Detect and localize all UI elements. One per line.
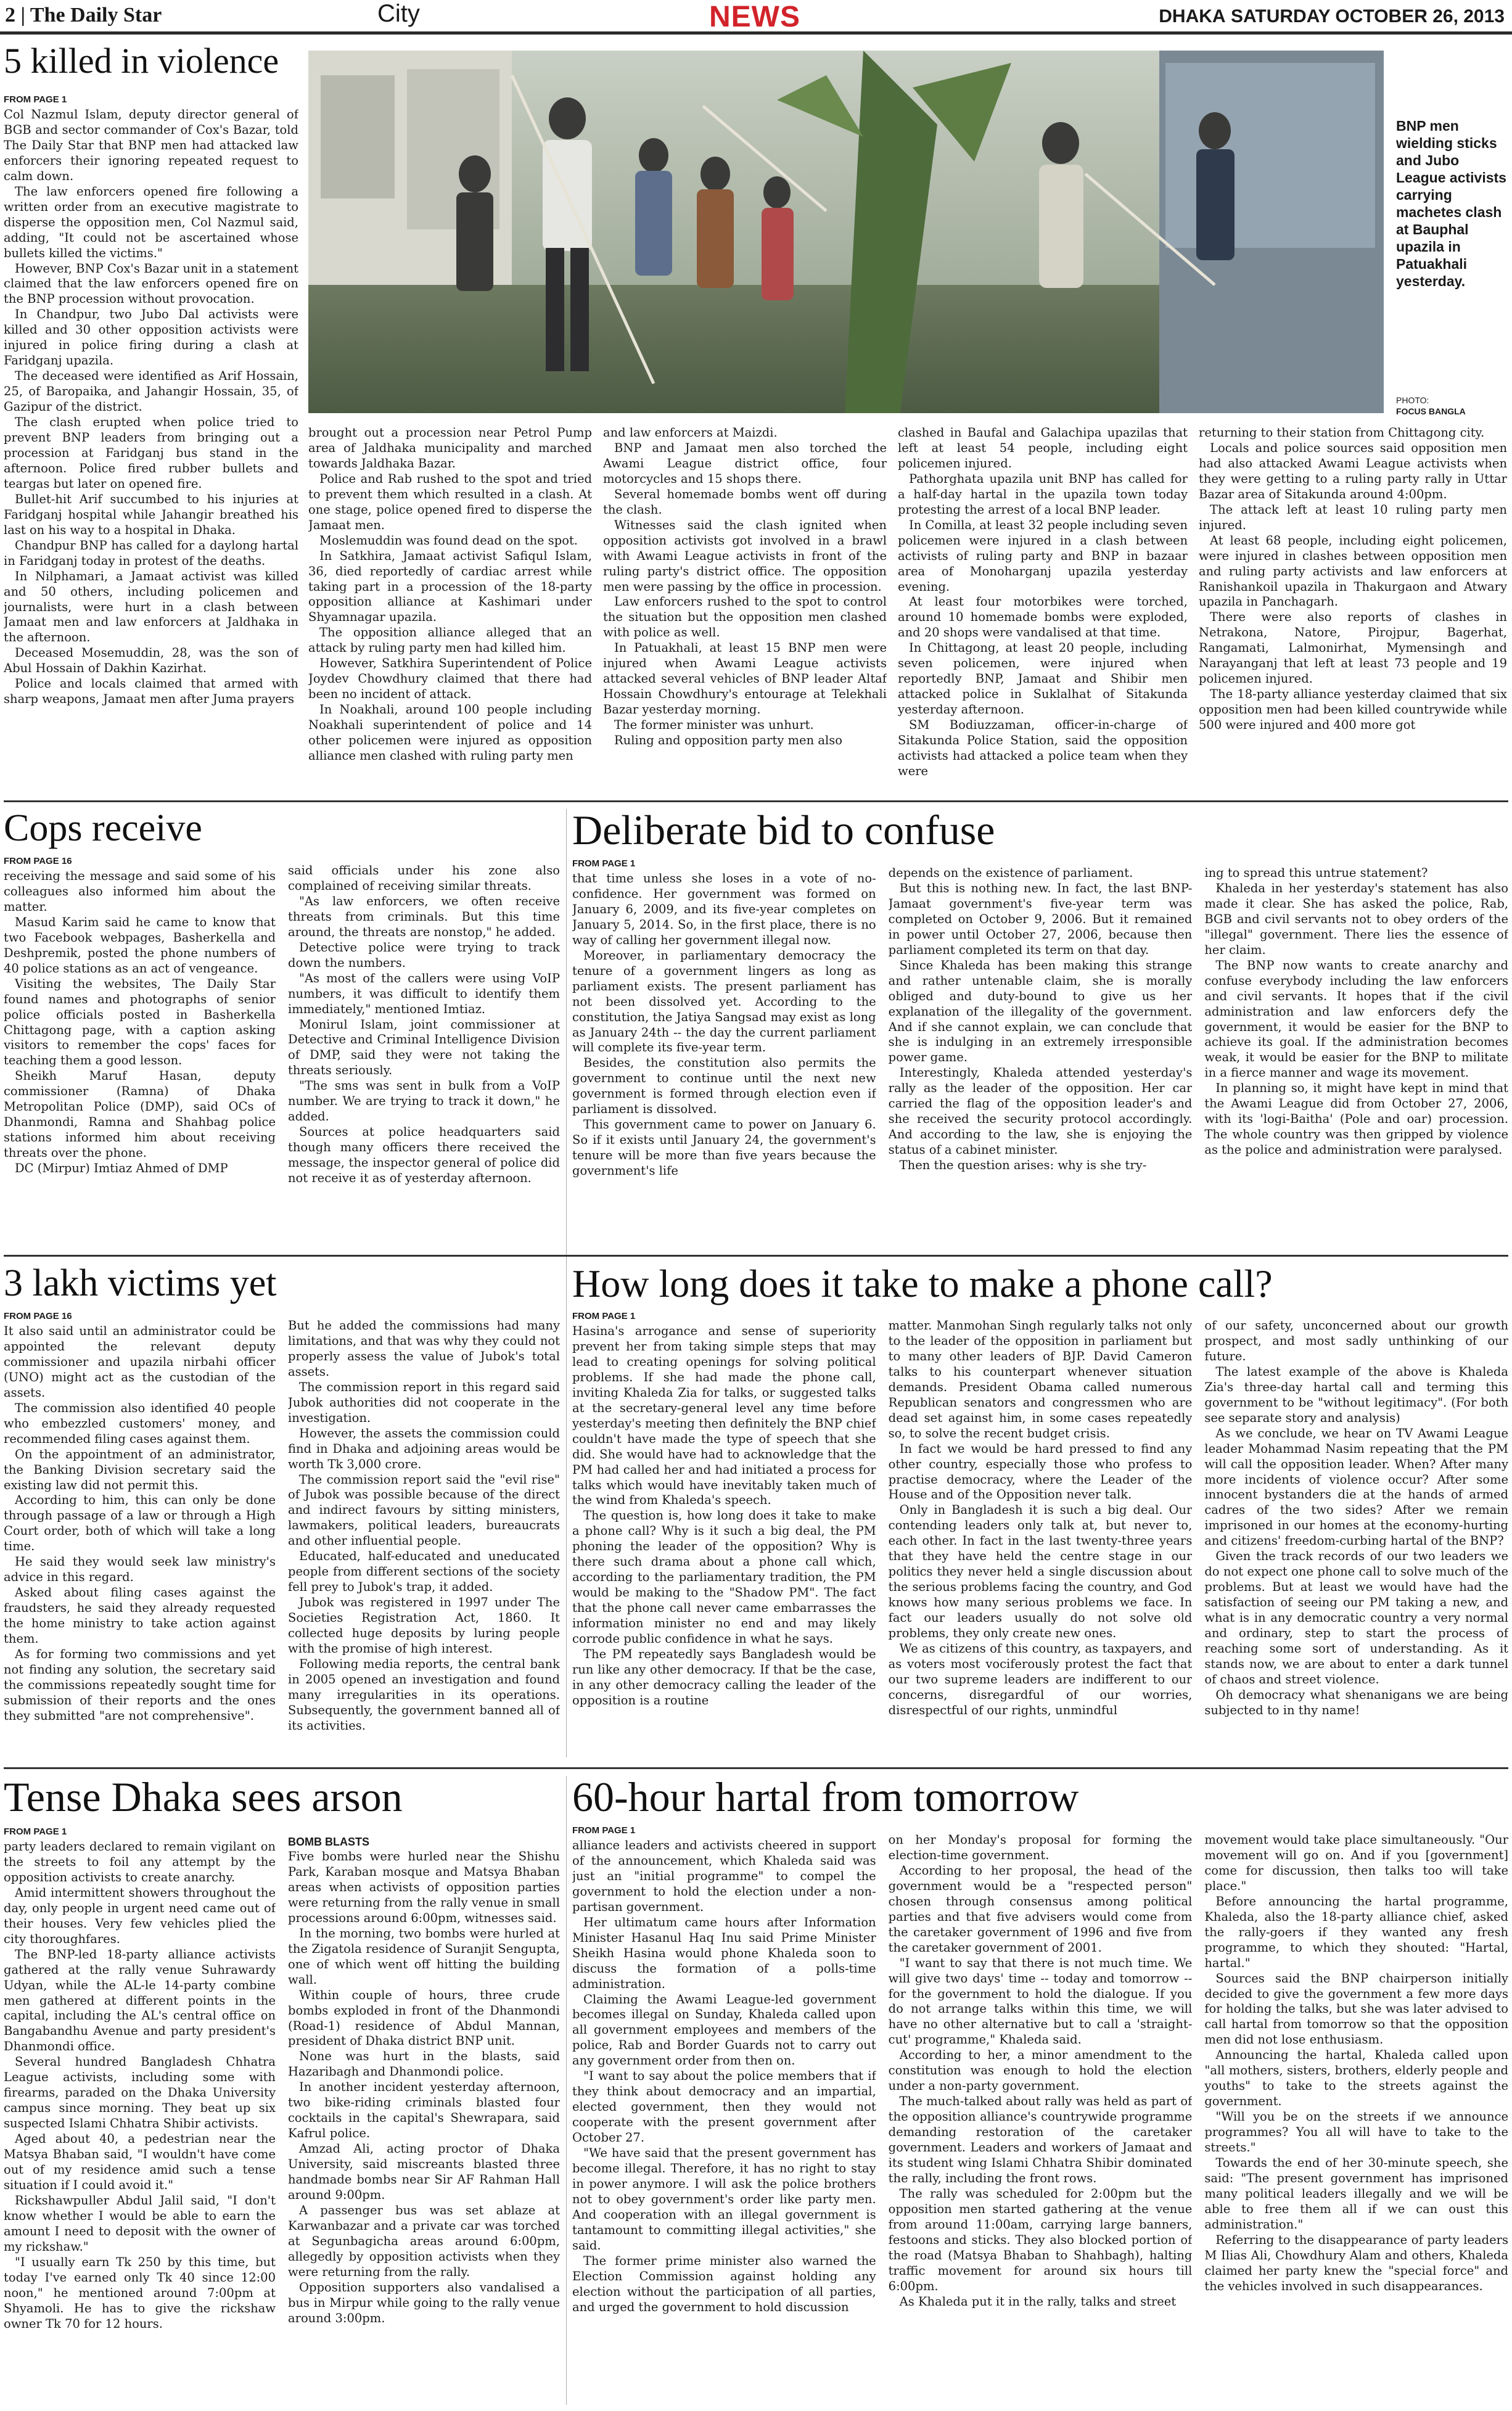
paragraph: Bullet-hit Arif succumbed to his injuries at Faridganj hospital while Jahangir breathed his last on his way to a hospital in Dhaka. (4, 491, 298, 537)
paragraph: Police and Rab rushed to the spot and tried to prevent them which resulted in a clash. At one stage, police opened fired to disperse the Jamaat men. (308, 471, 592, 532)
confuse-column-1 (572, 871, 876, 1179)
violence-col-4 (898, 425, 1188, 789)
paragraph: But he added the commissions had many limitations, and that was why they could not properly assess the value of Jubok's total assets. (288, 1318, 560, 1379)
paragraph: Deceased Mosemuddin, 28, was the son of Abul Hossain of Dakhin Kazirhat. (4, 646, 298, 676)
paragraph: The attack left at least 10 ruling party men injured. (1199, 502, 1507, 532)
paragraph: DC (Mirpur) Imtiaz Ahmed of DMP (15, 1161, 228, 1176)
paragraph: Masud Karim said he came to know that two Facebook webpages, Basherkella and Deshpremik, posted the phone numbers of 40 police stations as an act of vengeance. (4, 914, 276, 975)
paragraph: In Nilphamari, a Jamaat activist was killed and 50 others, including policemen and journalists, were hurt in a clash between Jamaat men and law enforcers at Jaldhaka in the afternoon. (4, 569, 298, 645)
paragraph: At least four motorbikes were torched, around 10 homemade bombs were exploded, and 20 shops were vandalised at that time. (898, 594, 1188, 640)
article-phone (572, 1264, 1508, 1764)
arson-column-2-body (288, 1849, 560, 2327)
arson-column-2 (288, 1834, 560, 2327)
violence-col-5 (1199, 425, 1507, 789)
victims-from: FROM PAGE 16 (4, 1311, 72, 1321)
paragraph: Law enforcers rushed to the spot to control the situation but the opposition men clashed with police as well. (603, 594, 887, 640)
paragraph: In Chandpur, two Jubo Dal activists were killed and 30 other opposition activists were injured in police firing during a clash at Faridganj upazila. (4, 307, 298, 368)
paragraph: The rally was scheduled for 2:00pm but the opposition men started gathering at the venue from around 11:00am, carrying large banners, festoons and sticks. They also blocked portion of the road (Matsya Bhaban to Shahbagh), halting traffic movement for around six hours till 6:00pm. (888, 2186, 1193, 2293)
paragraph: The PM repeatedly says Bangladesh would be run like any other democracy. If that be the case, in any other democracy calling the leader of the opposition is a routine (572, 1647, 876, 1707)
paragraph: It also said until an administrator could be appointed the relevant deputy commissioner and upazila nirbahi officer (UNO) might act as the custodian of the assets. (4, 1324, 276, 1400)
hartal-column-2 (889, 1833, 1193, 2310)
paragraph: "The sms was sent in bulk from a VoIP number. We are trying to track it down," he added. (288, 1078, 560, 1124)
paragraph: Monirul Islam, joint commissioner at Detective and Criminal Intelligence Division of DMP, said they were not taking the threats seriously. (288, 1017, 560, 1078)
paragraph: Sources said the BNP chairperson initially decided to give the government a few more days for holding the talks, but she was later advised to call hartal from tomorrow so that the opposition men did not lose enthusiasm. (1204, 1971, 1509, 2047)
phone-from: FROM PAGE 1 (572, 1311, 636, 1321)
page-header (0, 0, 1512, 35)
violence-column-1 (4, 107, 298, 707)
paragraph: depends on the existence of parliament. (888, 866, 1133, 880)
paragraph: Several hundred Bangladesh Chhatra League activists, including some with firearms, paraded on the Dhaka University campus since morning. They beat up six suspected Islami Chhatra Shibir activists. (4, 2055, 276, 2131)
paragraph: Since Khaleda has been making this strange and rather untenable claim, she is morally obliged and duty-bound to give us her explanation of the illegality of the government. And if she cannot explain, we can conclude that she is indulging in an extremely irresponsible power game. (888, 958, 1193, 1065)
violence-col-3 (603, 425, 887, 789)
paragraph: Besides, the constitution also permits the government to continue until the next new government is formed through election even if parliament is dissolved. (572, 1056, 876, 1117)
confuse-column-2 (889, 866, 1193, 1173)
paragraph: of our safety, unconcerned about our growth prospect, and most sadly unthinking of our future. (1204, 1318, 1509, 1363)
paragraph: "I want to say about the police members that if they think about democracy and an impartial, elected government, then they would not cooperate with the present government after October 27. (572, 2069, 876, 2145)
paragraph: Moslemuddin was found dead on the spot. (319, 533, 578, 548)
paragraph: Jubok was registered in 1997 under The Societies Registration Act, 1860. It collected huge deposits by luring people with the promise of high interest. (288, 1595, 560, 1656)
paragraph: Announcing the hartal, Khaleda called upon "all mothers, sisters, brothers, elderly people and youths" to take to the streets against the government. (1204, 2048, 1509, 2109)
paragraph: Then the question arises: why is she try- (899, 1158, 1147, 1173)
paragraph: Amid intermittent showers throughout the day, only people in urgent need came out of their houses. Very few vehicles plied the city thoroughfares. (4, 1885, 276, 1946)
arson-subhead: BOMB BLASTS (288, 1836, 369, 1848)
paragraph: movement would take place simultaneously. "Our movement will go on. And if you [government] come for discussion, then talks too will take place." (1204, 1833, 1509, 1893)
paragraph: None was hurt in the blasts, said Hazaribagh and Dhanmondi police. (288, 2049, 560, 2079)
paragraph: Sheikh Maruf Hasan, deputy commissioner (Ramna) of Dhaka Metropolitan Police (DMP), said OCs of Dhanmondi, Ramna and Shahbag police stations informed him about receiving threats over the phone. (4, 1069, 276, 1160)
arson-from: FROM PAGE 1 (4, 1826, 67, 1837)
headline-violence: 5 killed in violence (4, 41, 279, 81)
headline-cops: Cops receive (4, 807, 202, 849)
paragraph: The 18-party alliance yesterday claimed that six opposition men had been killed countrywide while 500 were injured and 400 more got (1199, 687, 1507, 733)
brand-label: NEWS (709, 1, 800, 33)
paragraph: Col Nazmul Islam, deputy director general of BGB and sector commander of Cox's Bazar, told The Daily Star that BNP men had attacked law enforcers their ignoring repeated request to calm down. (4, 107, 298, 183)
paragraph: The opposition alliance alleged that an attack by ruling party men had killed him. (308, 625, 592, 655)
paragraph: Referring to the disappearance of party leaders M Ilias Ali, Chowdhury Alam and others, Khaleda claimed her party knew the "special force" and the vehicles involved in such disappearances. (1204, 2232, 1509, 2293)
arson-column-1 (4, 1839, 276, 2332)
paragraph: According to her proposal, the head of the government would be a "respected person" chosen through consensus among political parties and that five advisers would come from the caretaker government of 1996 and five from the caretaker government of 2001. (888, 1863, 1193, 1955)
confuse-from: FROM PAGE 1 (572, 858, 636, 869)
divider-cops-confuse (566, 809, 567, 1271)
cops-body (4, 851, 560, 1186)
divider-arson-hartal (566, 1776, 567, 2405)
paragraph: Police and locals claimed that armed with sharp weapons, Jamaat men after Juma prayers (4, 676, 298, 707)
violence-column-4 (898, 425, 1188, 779)
phone-column-2 (889, 1318, 1193, 1719)
section-label: City (377, 0, 420, 27)
hartal-column-1 (572, 1838, 876, 2315)
paragraph: As Khaleda put it in the rally, talks and street (899, 2294, 1177, 2309)
hartal-column-3 (1204, 1833, 1508, 2294)
paragraph: matter. Manmohan Singh regularly talks not only to the leader of the opposition in parliament but to many other leaders of BJP. David Cameron talks to his counterpart whenever situation demands. President Obama called numerous Republican senators and congressmen who are dead set against him, in some cases repeatedly so, to solve the recent budget crisis. (888, 1318, 1193, 1440)
victims-column-2 (288, 1318, 560, 1734)
paragraph: The question is, how long does it take to make a phone call? Why is it such a big deal, the PM phoning the leader of the opposition? Why is there such drama about a phone call which, according to the parliamentary tradition, the PM would be making to the "Shadow PM". The fact that the phone call never came embarrasses the information minister no end and may likely corrode public confidence in what he says. (572, 1508, 876, 1646)
paragraph: Following media reports, the central bank in 2005 opened an investigation and found many irregularities in its operations. Subsequently, the government banned all of its activities. (288, 1656, 560, 1733)
paragraph: In Comilla, at least 32 people including seven policemen were injured in a clash between activists of ruling party and BNP in bazaar area of Monoharganj upazila yesterday evening. (898, 517, 1188, 594)
paragraph: party leaders declared to remain vigilant on the streets to foil any attempt by the opposition activists to create anarchy. (4, 1839, 276, 1884)
paragraph: Within couple of hours, three crude bombs exploded in front of the Dhanmondi (Road-1) residence of Abdul Mannan, president of Dhaka district BNP unit. (288, 1987, 560, 2048)
headline-hartal: 60-hour hartal from tomorrow (572, 1773, 1079, 1820)
article-arson (4, 1773, 560, 2409)
paragraph: Moreover, in parliamentary democracy the tenure of a government lingers as long as parliament exists. The present parliament has not been dissolved yet. According to the constitution, the Jatiya Sangsad may exist as long as January 24th -- the day the current parliament will complete its five-year term. (572, 948, 876, 1055)
paragraph: The law enforcers opened fire following a written order from an executive magistrate to disperse the opposition men, Col Nazmul said, adding, "It could not be ascertained whose bullets killed the victims." (4, 184, 298, 260)
paragraph: However, the assets the commission could find in Dhaka and adjoining areas would be worth Tk 3,000 crore. (288, 1426, 560, 1471)
cops-from: FROM PAGE 16 (4, 856, 72, 866)
phone-body (572, 1306, 1508, 1719)
paragraph: Hasina's arrogance and sense of superiority prevent her from taking simple steps that may lead to creating openings for solving political problems. If she had made the phone call, inviting Khaleda Zia for talks, or suggested talks at the secretary-general level any time before yesterday's meeting then definitely the BNP chief couldn't have made the type of speech that she did. She would have had to acknowledge that the PM had called her and had initiated a process for talks which would have inevitably taken much of the wind from Khaleda's speech. (572, 1324, 876, 1508)
dateline (1159, 6, 1505, 27)
phone-column-3 (1204, 1318, 1508, 1719)
paragraph: Locals and police sources said opposition men had also attacked Awami League activists when they were getting to a ruling party rally in Uttar Bazar area of Sitakunda around 4:00pm. (1199, 440, 1507, 501)
photo-credit-name: FOCUS BANGLA (1396, 406, 1466, 417)
paragraph: On the appointment of an administrator, the Banking Division secretary said the existing law did not permit this. (4, 1447, 276, 1492)
paragraph: Five bombs were hurled near the Shishu Park, Karaban mosque and Matsya Bhaban areas when activists of opposition parties were returning from the rally venue in small processions around 6:00pm, witnesses said. (288, 1849, 560, 1925)
paragraph: As we conclude, we hear on TV Awami League leader Mohammad Nasim repeating that the PM will call the opposition leader. When? After many more incidents of violence occur? After some innocent bystanders die at the hands of armed cadres of the two sides? After we remain imprisoned in our homes at the economy-hurting and citizens' freedom-curbing hartal of the BNP? (1204, 1426, 1509, 1548)
paragraph: In another incident yesterday afternoon, two bike-riding criminals blasted four cocktails in the capital's Shewrapara, said Kafrul police. (288, 2080, 560, 2141)
headline-victims: 3 lakh victims yet (4, 1262, 277, 1304)
paragraph: on her Monday's proposal for forming the election-time government. (888, 1833, 1193, 1862)
paragraph: Opposition supporters also vandalised a bus in Mirpur while going to the rally venue around 3:00pm. (288, 2280, 560, 2325)
paragraph: In the morning, two bombs were hurled at the Zigatola residence of Suranjit Sengupta, one of which went off hitting the building wall. (288, 1926, 560, 1987)
paragraph: SM Bodiuzzaman, officer-in-charge of Sitakunda Police Station, said the opposition activists had attacked a police team when they were (898, 718, 1188, 778)
cops-column-2 (288, 863, 560, 1186)
paragraph: "Will you be on the streets if we announce programmes? You all will have to take to the streets." (1204, 2109, 1509, 2155)
paragraph: Visiting the websites, The Daily Star found names and photographs of senior police officials posted in Basherkella Chittagong page, with a caption asking visitors to remember the cops' faces for teaching them a good lesson. (4, 976, 276, 1068)
paragraph: ing to spread this untrue statement? (1204, 866, 1428, 880)
paragraph: receiving the message and said some of his colleagues also informed him about the matter. (4, 869, 276, 914)
paragraph: Aged about 40, a pedestrian near the Matsya Bhaban said, "I wouldn't have come out of my residence amid such a tense situation if I could avoid it." (4, 2132, 276, 2192)
paragraph: returning to their station from Chittagong city. (1199, 425, 1485, 440)
paragraph: The much-talked about rally was held as part of the opposition alliance's countrywide programme demanding restoration of the caretaker government. Leaders and workers of Jamaat and its student wing Islami Chhatra Shibir dominated the rally, including the front rows. (888, 2094, 1193, 2185)
paragraph: "We have said that the present government has become illegal. Therefore, it has no right to stay in power anymore. I will ask the police brothers not to obey government's order like party men. And cooperation with an illegal government is tantamount to committing illegal activities," she said. (572, 2146, 876, 2253)
violence-col-2 (308, 425, 592, 789)
paragraph: "As most of the callers were using VoIP numbers, it was difficult to identify them immediately," mentioned Imtiaz. (288, 971, 560, 1016)
paragraph: Sources at police headquarters said though many officers there received the message, the inspector general of police did not receive it as of yesterday afternoon. (288, 1125, 560, 1186)
paragraph: Only in Bangladesh it is such a big deal. Our contending leaders only talk at, but never to, each other. In fact in the last twenty-three years that they have held the centre stage in our politics they never held a single discussion about the serious problems facing the country, and God knows how many serious problems we face. In fact our leaders usually do not solve old problems, they only create new ones. (888, 1503, 1193, 1641)
paragraph: BNP and Jamaat men also torched the Awami League district office, four motorcycles and 15 shops there. (603, 440, 887, 486)
violence-from: FROM PAGE 1 (4, 94, 67, 105)
paragraph: The deceased were identified as Arif Hossain, 25, of Baropaika, and Jahangir Hossain, 35, of Gazipur of the district. (4, 369, 298, 414)
paragraph: The commission report in this regard said Jubok authorities did not cooperate in the investigation. (288, 1379, 560, 1425)
paragraph: According to her, a minor amendment to the constitution was enough to hold the election under a non-party government. (888, 2048, 1193, 2093)
page-label: 2 | The Daily Star (5, 4, 162, 27)
paragraph: said officials under his zone also complained of receiving similar threats. (288, 863, 560, 893)
paragraph: Amzad Ali, acting proctor of Dhaka University, said miscreants blasted three handmade bombs near Sir AF Rahman Hall around 9:00pm. (288, 2142, 560, 2202)
paragraph: Pathorghata upazila unit BNP has called for a half-day hartal in the upazila town today protesting the arrest of a local BNP leader. (898, 471, 1188, 517)
rule-1 (4, 800, 1508, 802)
hartal-from: FROM PAGE 1 (572, 1825, 636, 1836)
violence-column-5 (1199, 425, 1507, 733)
paragraph: In Chittagong, at least 20 people, including seven policemen, were injured when reportedly BNP, Jamaat and Shibir men attacked police in Suklalhat of Sitakunda yesterday afternoon. (898, 641, 1188, 717)
paragraph: Rickshawpuller Abdul Jalil said, "I don't know whether I would be able to earn the amount I need to deposit with the owner of my rickshaw." (4, 2193, 276, 2254)
divider-victims-phone (566, 1264, 567, 1757)
paragraph: There were also reports of clashes in Netrakona, Natore, Pirojpur, Bagerhat, Rangamati, Lalmonirhat, Mymensingh and Narayanganj that left at least 73 people and 19 policemen injured. (1199, 610, 1507, 686)
paragraph: Ruling and opposition party men also (614, 733, 842, 748)
paragraph: and law enforcers at Maizdi. (603, 425, 778, 440)
paragraph: Claiming the Awami League-led government becomes illegal on Sunday, Khaleda called upon all government employees and members of the police, Rab and Border Guards not to carry out any government order from then on. (572, 1992, 876, 2068)
paragraph: However, BNP Cox's Bazar unit in a statement claimed that the law enforcers opened fire on the BNP procession without provocation. (4, 261, 298, 306)
paragraph: However, Satkhira Superintendent of Police Joydev Chowdhury claimed that there had been no incident of attack. (308, 656, 592, 702)
paragraph: The BNP-led 18-party alliance activists gathered at the rally venue Suhrawardy Udyan, while the AL-le 14-party combine men gathered at different points in the capital, including the AL's central office on Bangabandhu Avenue and party president's Dhanmondi office. (4, 1947, 276, 2054)
headline-arson: Tense Dhaka sees arson (4, 1773, 403, 1820)
paragraph: The former prime minister also warned the Election Commission against holding any election without the participation of all parties, and urged the government to hold discussion (572, 2253, 876, 2314)
phone-column-1 (572, 1324, 876, 1709)
paragraph: In Noakhali, around 100 people including Noakhali superintendent of police and 14 other policemen were injured as opposition alliance men clashed with ruling party men (308, 702, 592, 763)
dateline-city: DHAKA (1159, 6, 1226, 27)
article-confuse (572, 809, 1508, 1278)
paragraph: Witnesses said the clash ignited when opposition activists got involved in a brawl with Awami League activists in front of the ruling party's district office. The opposition men were passing by the office in procession. (603, 517, 887, 594)
dateline-date: SATURDAY OCTOBER 26, 2013 (1230, 6, 1505, 27)
paragraph: But this is nothing new. In fact, the last BNP-Jamaat government's five-year term was completed on October 9, 2006. But it remained in power until October 27, 2006, because then parliament completed its term on that day. (888, 881, 1193, 957)
paragraph: At least 68 people, including eight policemen, were injured in clashes between opposition men and ruling party activists and law enforcers at Ranishankoil upazila in Thakurgaon and Atwary upazila in Panchagarh. (1199, 533, 1507, 609)
victims-column-1 (4, 1324, 276, 1724)
paragraph: The commission report said the "evil rise" of Jubok was possible because of the direct and indirect favours by sitting ministers, lawmakers, political leaders, bureaucrats and other influential people. (288, 1472, 560, 1548)
confuse-body (572, 853, 1508, 1179)
photo-credit-label: PHOTO: (1396, 395, 1429, 405)
paragraph: that time unless she loses in a vote of no-confidence. Her government was formed on January 6, 2009, and its five-year completes on January 5, 2014. So, in the first place, there is no way of calling her government illegal now. (572, 871, 876, 947)
paragraph: Given the track records of our two leaders we do not expect one phone call to solve much of the problems. But at least we would have had the satisfaction of seeing our PM taking a new, and what is in any democratic country a very normal and ordinary, step to start the process of reaching some sort of understanding. As it stands now, we are about to enter a dark tunnel of chaos and street violence. (1204, 1549, 1509, 1686)
paragraph: As for forming two commissions and yet not finding any solution, the secretary said the commissions repeatedly sought time for submission of their reports and the ones they submitted "are not comprehensive". (4, 1647, 276, 1723)
article-victims (4, 1264, 560, 1764)
paragraph: The commission also identified 40 people who embezzled customers' money, and recommended filing cases against them. (4, 1400, 276, 1446)
paragraph: "I want to say that there is not much time. We will give two days' time -- today and tomorrow -- for the government to hold the dialogue. If you do not arrange talks within this time, we will have no other alternative but to call a 'straight-cut' programme," Khaleda said. (888, 1955, 1193, 2047)
paragraph: Before announcing the hartal programme, Khaleda, also the 18-party alliance chief, asked the rally-goers if they wanted any fresh programme, to which they shouted: "Hartal, hartal." (1204, 1894, 1509, 1970)
paragraph: "I usually earn Tk 250 by this time, but today I've earned only Tk 40 since 12:00 noon," he mentioned around 7:00pm at Shyamoli. He has to give the rickshaw owner Tk 70 for 12 hours. (4, 2254, 276, 2331)
paragraph: We as citizens of this country, as taxpayers, and as voters most vociferously protest the fact that our two supreme leaders are indifferent to our concerns, disregardful of our worries, disrespectful of our rights, unmindful (888, 1641, 1193, 1717)
paragraph: The BNP now wants to create anarchy and confuse everybody including the law enforcers and civil servants. It hopes that if the civil administration and law enforcers defy the government, it would be easier for the BNP to achieve its goal. If the administration becomes weak, it would be easier for the BNP to militate in a fierce manner and wage its movement. (1204, 958, 1509, 1080)
article-cops (4, 809, 560, 1278)
photo-caption: BNP men wielding sticks and Jubo League activists carrying machetes clash at Bauphal upazila in Patuakhali yesterday. (1396, 118, 1506, 290)
cops-column-1 (4, 869, 276, 1177)
paragraph: Detective police were trying to track down the numbers. (288, 940, 560, 970)
rule-3 (4, 1767, 1508, 1769)
rule-2 (4, 1255, 1508, 1257)
paragraph: Asked about filing cases against the fraudsters, he said they already requested the home ministry to take action against them. (4, 1585, 276, 1646)
paragraph: Interestingly, Khaleda attended yesterday's rally as the leader of the opposition. Her car carried the flag of the opposition leader's and she received the security protocol accordingly. And according to the law, she is enjoying the status of a cabinet minister. (888, 1066, 1193, 1157)
victims-body (4, 1306, 560, 1734)
paragraph: In planning so, it might have kept in mind that the Awami League did from October 27, 2006, with its 'logi-Baitha' (Pole and oar) procession. The whole country was then gripped by violence as the police and administration were paralysed. (1204, 1081, 1509, 1157)
paragraph: "As law enforcers, we often receive threats from criminals. But this time around, the threats are nonstop," he added. (288, 893, 560, 939)
paragraph: Khaleda in her yesterday's statement has also made it clear. She has asked the police, Rab, BGB and civil servants not to obey orders of the "illegal" government. There lies the essence of her claim. (1204, 881, 1509, 957)
paragraph: The latest example of the above is Khaleda Zia's three-day hartal call and terming this government to be "without legitimacy". (For both see separate story and analysis) (1204, 1364, 1509, 1425)
article-hartal (572, 1773, 1509, 2409)
hartal-body (572, 1820, 1508, 2315)
paragraph: Chandpur BNP has called for a daylong hartal in Faridganj today in protest of the deaths. (4, 538, 298, 568)
paragraph: A passenger bus was set ablaze at Karwanbazar and a private car was torched at Segunbagicha areas around 6:00pm, allegedly by opposition activists when they were returning from the rally. (288, 2203, 560, 2279)
violence-column-3 (603, 425, 887, 749)
paragraph: Oh democracy what shenanigans we are being subjected to in thy name! (1204, 1687, 1509, 1717)
paragraph: The clash erupted when police tried to prevent BNP leaders from bringing out a procession at Faridganj bus stand in the afternoon. Police fired rubber bullets and teargas but later on opened fire. (4, 415, 298, 491)
violence-col-1 (4, 89, 298, 789)
paragraph: In Patuakhali, at least 15 BNP men were injured when Awami League activists attacked several vehicles of BNP leader Altaf Hossain Chowdhury's entourage at Telekhali Bazar yesterday morning. (603, 641, 887, 717)
paragraph: He said they would seek law ministry's advice in this regard. (4, 1555, 276, 1585)
paragraph: The former minister was unhurt. (614, 718, 814, 733)
headline-phone: How long does it take to make a phone call? (572, 1262, 1273, 1305)
paragraph: According to him, this can only be done through passage of a law or through a High Court order, both of which will take a long time. (4, 1493, 276, 1554)
paragraph: clashed in Baufal and Galachipa upazilas that left at least 54 people, including eight policemen injured. (898, 425, 1188, 470)
paragraph: alliance leaders and activists cheered in support of the announcement, which Khaleda said was just an "initial programme" to compel the government to hold the election under a non-partisan government. (572, 1838, 876, 1914)
confuse-column-3 (1204, 866, 1508, 1158)
paragraph: brought out a procession near Petrol Pump area of Jaldhaka municipality and marched towards Jaldhaka Bazar. (308, 425, 592, 470)
paragraph: Several homemade bombs went off during the clash. (603, 487, 887, 517)
violence-column-2 (308, 425, 592, 764)
paragraph: This government came to power on January 6. So if it exists until January 24, the government's tenure will be more than five years because the government's life (572, 1117, 876, 1178)
paragraph: In fact we would be hard pressed to find any other country, especially those who profess to practise democracy, where the Leader of the House and of the Opposition never talk. (888, 1441, 1193, 1502)
headline-confuse: Deliberate bid to confuse (572, 807, 995, 853)
paragraph: Towards the end of her 30-minute speech, she said: "The present government has imprisoned many political leaders illegally and we will be able to free them all if we can oust this administration." (1204, 2156, 1509, 2232)
paragraph: In Satkhira, Jamaat activist Safiqul Islam, 36, died reportedly of cardiac arrest while taking part in a procession of the 18-party opposition alliance at Kashimari under Shyamnagar upazila. (308, 548, 592, 625)
arson-body (4, 1822, 560, 2332)
paragraph: Educated, half-educated and uneducated people from different sections of the society fell prey to Jubok's trap, it added. (288, 1549, 560, 1595)
paragraph: Her ultimatum came hours after Information Minister Hasanul Haq Inu said Prime Minister Sheikh Hasina would phone Khaleda soon to discuss the formation of a polls-time administration. (572, 1915, 876, 1991)
